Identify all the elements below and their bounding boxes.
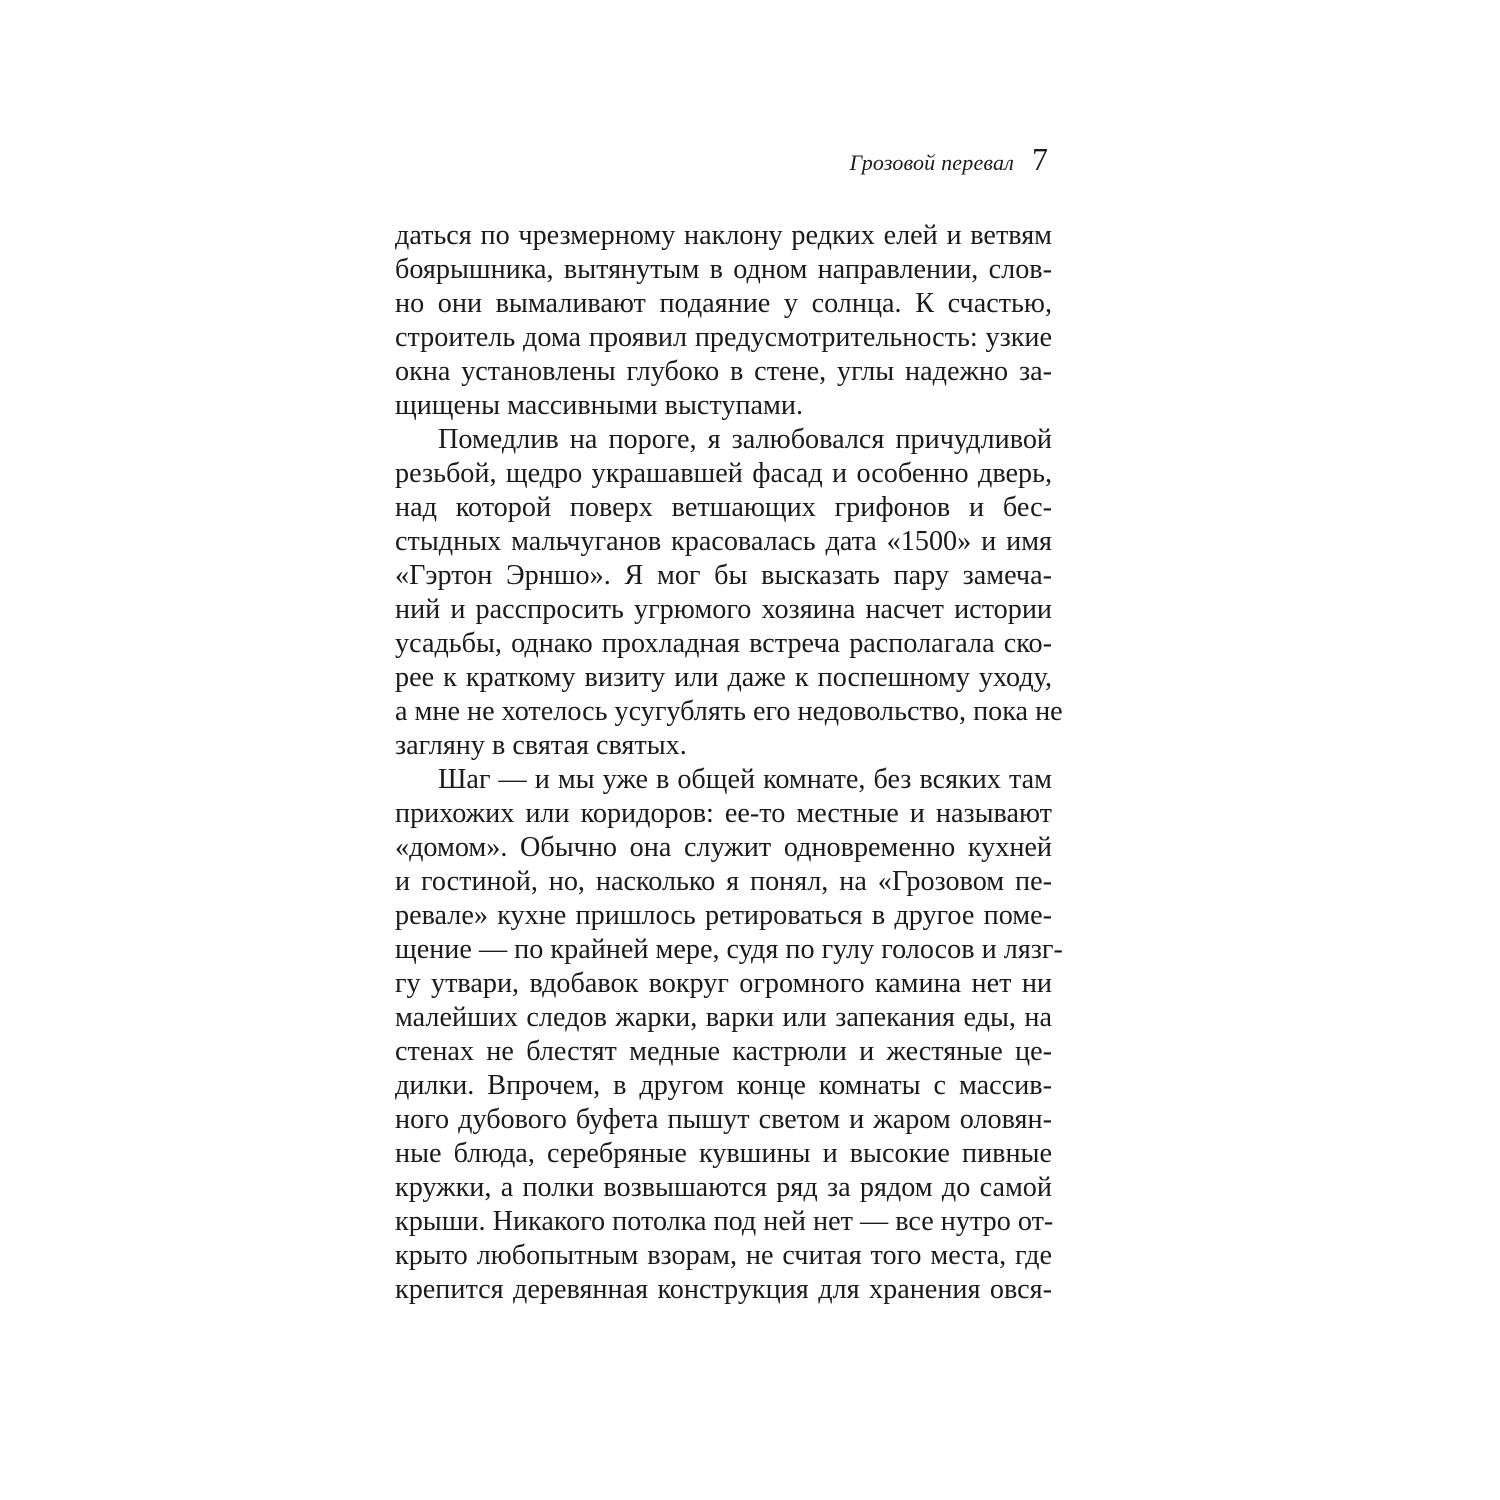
paragraph-2 [395,423,1063,763]
text-line: окна установлены глубоко в стене, углы надежно за- [395,356,1052,387]
text-line: и гостиной, но, насколько я понял, на «Грозовом пе- [395,866,1052,897]
text-line: а мне не хотелось усугублять его недовольство, пока не [395,696,1063,727]
text-line: стенах не блестят медные кастрюли и жестяные це- [395,1036,1052,1067]
text-line: «Гэртон Эрншо». Я мог бы высказать пару замеча- [395,560,1052,591]
text-line: резьбой, щедро украшавшей фасад и особенно дверь, [395,458,1052,489]
running-head [395,141,1052,189]
text-line: загляну в святая святых. [395,730,687,761]
paragraph-3 [395,763,1063,1307]
text-line: стыдных мальчуганов красовалась дата «1500» и имя [395,526,1052,557]
text-line: над которой поверх ветшающих грифонов и бес- [395,492,1052,523]
text-line: дилки. Впрочем, в другом конце комнаты с массив- [395,1070,1052,1101]
text-line: «домом». Обычно она служит одновременно кухней [395,832,1052,863]
text-line: ные блюда, серебряные кувшины и высокие пивные [395,1138,1052,1169]
text-line: рее к краткому визиту или даже к поспешному уходу, [395,662,1052,693]
text-line: крепится деревянная конструкция для хранения овся- [395,1274,1052,1305]
text-line: кружки, а полки возвышаются ряд за рядом до самой [395,1172,1052,1203]
text-line: ревале» кухне пришлось ретироваться в другое поме- [395,900,1052,931]
text-line: ного дубового буфета пышут светом и жаром оловян- [395,1104,1052,1135]
text-line: крыто любопытным взорам, не считая того места, где [395,1240,1052,1271]
body-text [395,219,1063,1307]
text-line: гу утвари, вдобавок вокруг огромного камина нет ни [395,968,1052,999]
text-line: щищены массивными выступами. [395,390,804,421]
running-title: Грозовой перевал [849,150,1014,175]
paragraph-1 [395,219,1052,423]
text-line: усадьбы, однако прохладная встреча располагала ско- [395,628,1052,659]
page-number: 7 [1032,141,1048,177]
text-line: щение — по крайней мере, судя по гулу голосов и лязг- [395,934,1063,965]
text-line: Помедлив на пороге, я залюбовался причудливой [438,424,1052,455]
text-line: Шаг — и мы уже в общей комнате, без всяких там [438,764,1052,795]
text-line: прихожих или коридоров: ее-то местные и называют [395,798,1052,829]
text-line: строитель дома проявил предусмотрительность: узкие [395,322,1052,353]
text-line: малейших следов жарки, варки или запекания еды, на [395,1002,1052,1033]
text-line: но они вымаливают подаяние у солнца. К счастью, [395,288,1052,319]
text-line: ний и расспросить угрюмого хозяина насчет истории [395,594,1052,625]
text-line: боярышника, вытянутым в одном направлении, слов- [395,254,1052,285]
text-line: крыши. Никакого потолка под ней нет — все нутро от- [395,1206,1054,1237]
text-line: даться по чрезмерному наклону редких елей и ветвям [395,220,1052,251]
